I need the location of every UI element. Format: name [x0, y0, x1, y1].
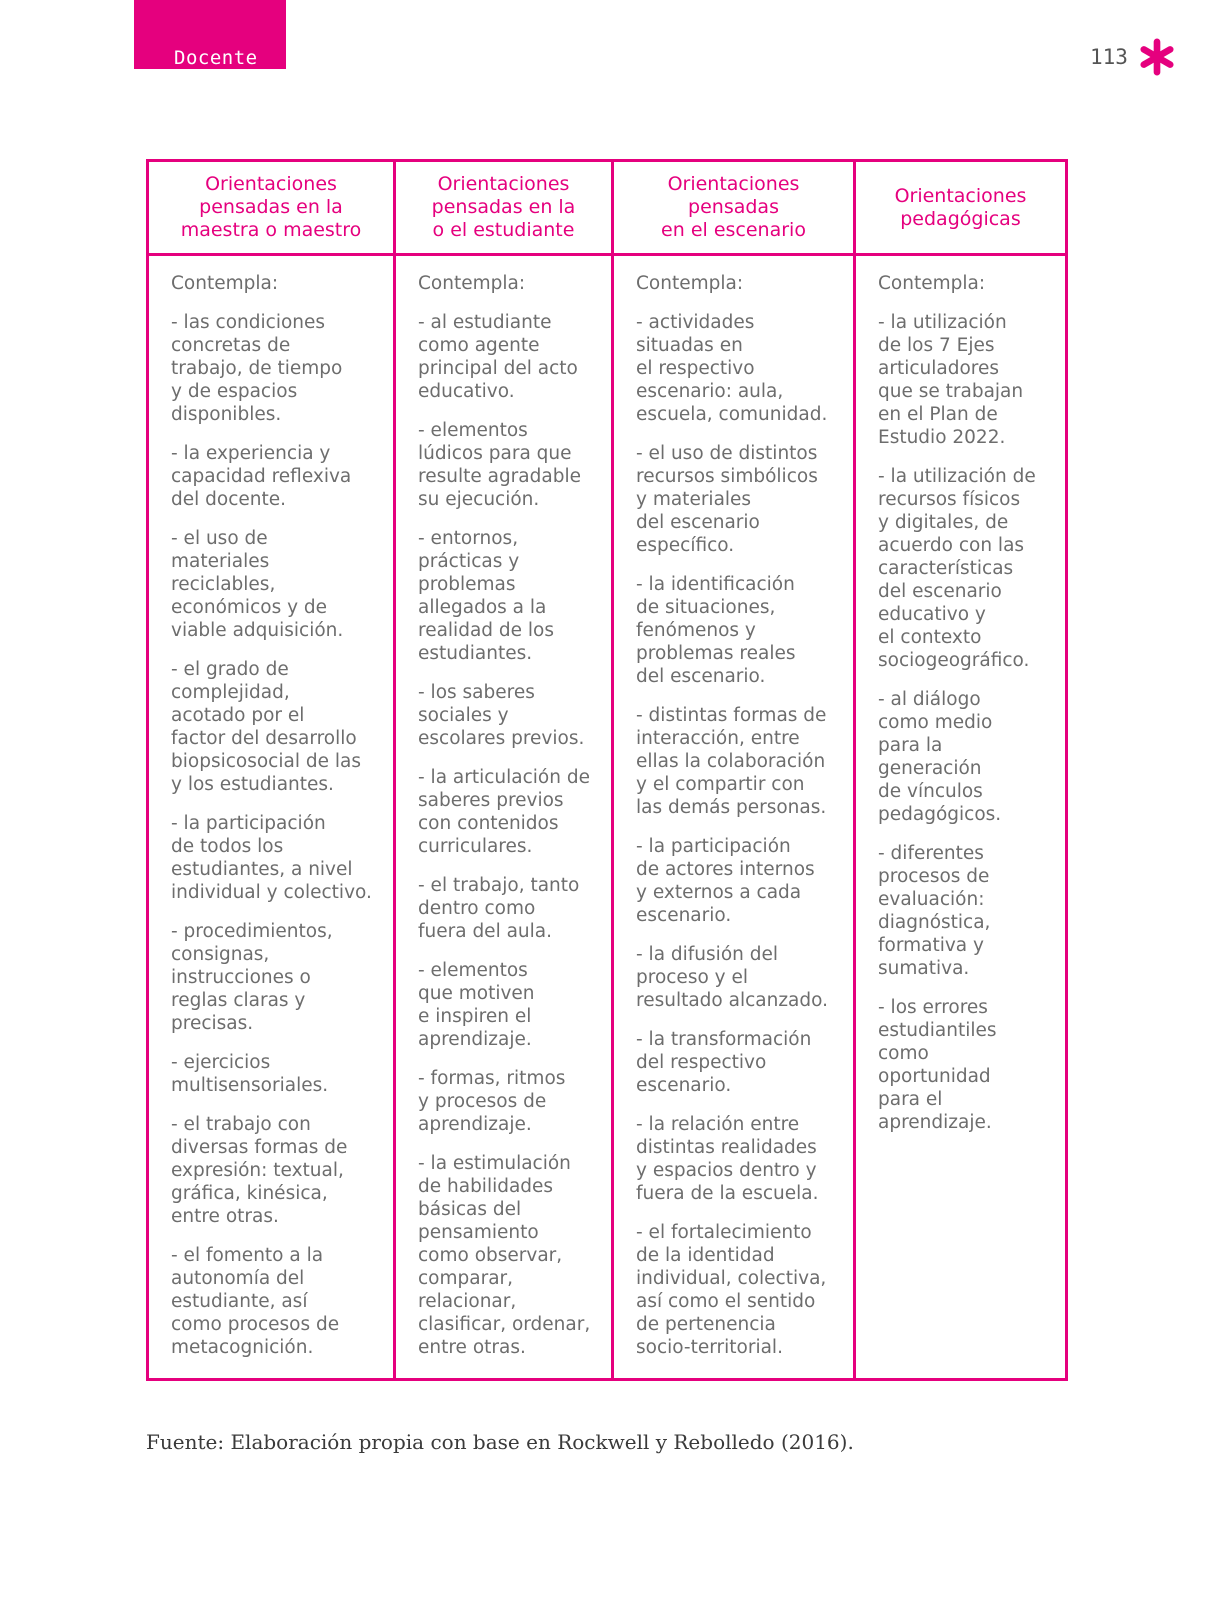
body-cell-escenario [614, 256, 856, 1378]
asterisk-icon [1138, 38, 1176, 76]
list-item: - formas, ritmos y procesos de aprendizaje. [418, 1068, 566, 1135]
list-item: - la participación de actores internos y externos a cada escenario. [636, 836, 815, 926]
list-item: - procedimientos, consignas, instrucciones o reglas claras y precisas. [171, 921, 333, 1034]
list-item: - elementos que motiven e inspiren el aprendizaje. [418, 960, 535, 1050]
list-item: - el trabajo, tanto dentro como fuera del aula. [418, 875, 580, 942]
list-item: - al estudiante como agente principal del acto educativo. [418, 312, 578, 402]
list-item: - actividades situadas en el respectivo escenario: aula, escuela, comunidad. [636, 312, 828, 425]
cell-intro: Contempla: [418, 273, 526, 294]
header-cell-estudiante [396, 162, 614, 253]
list-item: - los saberes sociales y escolares previos. [418, 682, 585, 749]
list-item: - diferentes procesos de evaluación: diagnóstica, formativa y sumativa. [878, 843, 991, 979]
header-text: Orientaciones pensadas en la o el estudiante [431, 173, 576, 241]
list-item: - el trabajo con diversas formas de expresión: textual, gráfica, kinésica, entre otras. [171, 1114, 348, 1227]
list-item: - los errores estudiantiles como oportunidad para el aprendizaje. [878, 997, 997, 1133]
list-item: - la identificación de situaciones, fenómenos y problemas reales del escenario. [636, 574, 796, 687]
list-item: - las condiciones concretas de trabajo, de tiempo y de espacios disponibles. [171, 312, 343, 425]
list-item: - la transformación del respectivo escenario. [636, 1029, 812, 1096]
list-item: - el fortalecimiento de la identidad individual, colectiva, así como el sentido de pertenencia socio-territorial. [636, 1222, 827, 1358]
body-cell-pedagogicas [856, 256, 1065, 1378]
list-item: - el fomento a la autonomía del estudiante, así como procesos de metacognición. [171, 1245, 340, 1358]
list-item: - el grado de complejidad, acotado por el factor del desarrollo biopsicosocial de las y los estudiantes. [171, 659, 361, 795]
list-item: - la estimulación de habilidades básicas del pensamiento como observar, comparar, relacionar, clasificar, ordenar, entre otras. [418, 1153, 591, 1358]
list-item: - elementos lúdicos para que resulte agradable su ejecución. [418, 420, 581, 510]
orientaciones-table [146, 159, 1068, 1381]
header-cell-maestro [149, 162, 396, 253]
header-text: Orientaciones pensadas en la maestra o maestro [180, 173, 362, 241]
list-item: - al diálogo como medio para la generación de vínculos pedagógicos. [878, 689, 1002, 825]
list-item: - la utilización de los 7 Ejes articuladores que se trabajan en el Plan de Estudio 2022. [878, 312, 1024, 448]
list-item: - la utilización de recursos físicos y digitales, de acuerdo con las características del escenario educativo y el contexto sociogeográfico. [878, 466, 1036, 671]
page-number: 113 [1090, 45, 1128, 69]
list-item: - el uso de materiales reciclables, económicos y de viable adquisición. [171, 528, 344, 641]
header-cell-pedagogicas [856, 162, 1065, 253]
list-item: - la experiencia y capacidad reflexiva del docente. [171, 443, 352, 510]
list-item: - entornos, prácticas y problemas allegados a la realidad de los estudiantes. [418, 528, 555, 664]
body-cell-estudiante [396, 256, 614, 1378]
header-text: Orientaciones pedagógicas [894, 184, 1027, 230]
list-item: - distintas formas de interacción, entre ellas la colaboración y el compartir con las demás personas. [636, 705, 827, 818]
cell-intro: Contempla: [636, 273, 744, 294]
table-header-row [149, 162, 1065, 256]
list-item: - ejercicios multisensoriales. [171, 1052, 329, 1096]
list-item: - la relación entre distintas realidades y espacios dentro y fuera de la escuela. [636, 1114, 819, 1204]
cell-intro: Contempla: [878, 273, 986, 294]
list-item: - la participación de todos los estudiantes, a nivel individual y colectivo. [171, 813, 372, 903]
section-tab [134, 0, 286, 69]
table-body-row [149, 256, 1065, 1378]
list-item: - la articulación de saberes previos con contenidos curriculares. [418, 767, 590, 857]
section-tab-label: Docente [174, 47, 258, 69]
source-note: Fuente: Elaboración propia con base en Rockwell y Rebolledo (2016). [146, 1430, 854, 1454]
list-item: - el uso de distintos recursos simbólicos y materiales del escenario específico. [636, 443, 818, 556]
list-item: - la difusión del proceso y el resultado alcanzado. [636, 944, 828, 1011]
header-text: Orientaciones pensadas en el escenario [661, 173, 806, 241]
body-cell-maestro [149, 256, 396, 1378]
header-cell-escenario [614, 162, 856, 253]
cell-intro: Contempla: [171, 273, 279, 294]
